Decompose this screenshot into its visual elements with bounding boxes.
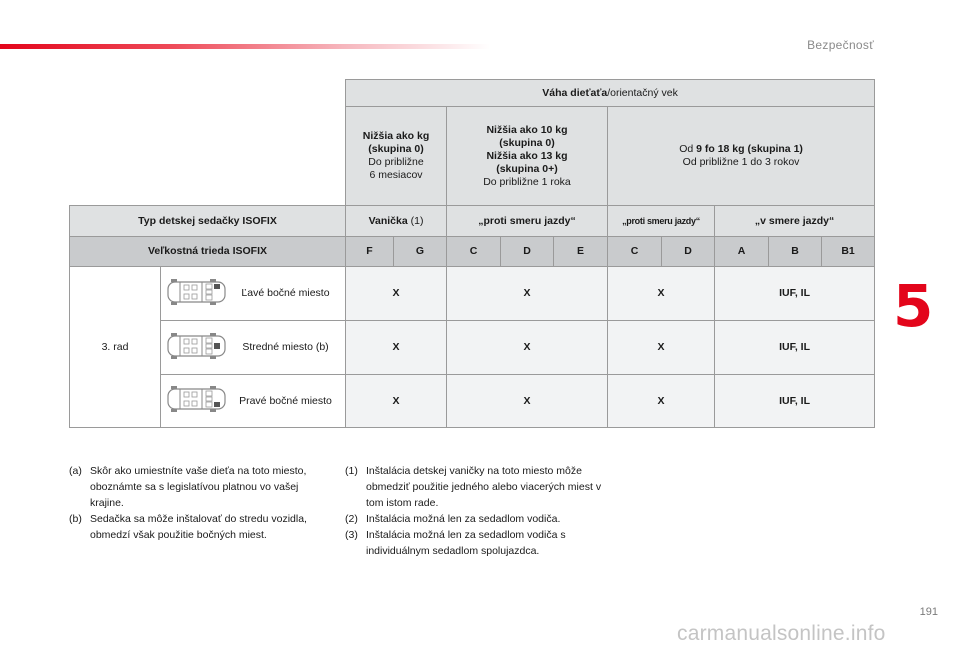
row-label: 3. rad (70, 267, 161, 428)
compat-cell: X (346, 321, 447, 375)
type-rear-facing: „proti smeru jazdy“ (447, 206, 608, 237)
size-class: B (769, 237, 822, 267)
size-class: B1 (822, 237, 875, 267)
type-forward-facing: „v smere jazdy“ (715, 206, 875, 237)
seat-position (161, 375, 346, 428)
compat-cell: X (608, 267, 715, 321)
isofix-size-label: Veľkostná trieda ISOFIX (70, 237, 346, 267)
size-class: G (394, 237, 447, 267)
seat-position (161, 321, 346, 375)
table-row (70, 375, 875, 428)
compat-cell: X (346, 267, 447, 321)
seat-position (161, 267, 346, 321)
car-seat-left-icon (166, 277, 228, 311)
size-class: D (662, 237, 715, 267)
car-seat-center-icon (166, 331, 228, 365)
footnote: (1) Inštalácia detskej vaničky na toto miesto môže obmedziť použitie jedného alebo viacerých miest v tom istom rade. (345, 465, 602, 509)
page-number: 191 (919, 606, 938, 618)
table-row (70, 321, 875, 375)
table-row (70, 267, 875, 321)
isofix-type-label: Typ detskej sedačky ISOFIX (70, 206, 346, 237)
group-1-header: Od 9 fo 18 kg (skupina 1) Od približne 1 do 3 rokov (608, 107, 875, 206)
chapter-number: 5 (893, 272, 934, 340)
isofix-table (69, 79, 875, 428)
seat-position-label: Stredné miesto (b) (242, 341, 329, 353)
size-class: E (554, 237, 608, 267)
group-0-header: Nižšia ako kg (skupina 0) Do približne 6 mesiacov (346, 107, 447, 206)
footnote: (a) Skôr ako umiestníte vaše dieťa na toto miesto, oboznámte sa s legislatívou platnou vo vašej krajine. (69, 465, 307, 509)
size-class: C (447, 237, 501, 267)
group-0plus-header: Nižšia ako 10 kg (skupina 0) Nižšia ako 13 kg (skupina 0+) Do približne 1 roka (447, 107, 608, 206)
compat-cell: X (346, 375, 447, 428)
type-carrycot: Vanička (1) (346, 206, 447, 237)
compat-cell: IUF, IL (715, 375, 875, 428)
footnote: (2) Inštalácia možná len za sedadlom vodiča. (345, 513, 561, 525)
seat-position-label: Pravé bočné miesto (239, 394, 332, 407)
footnote: (b) Sedačka sa môže inštalovať do stredu vozidla, obmedzí však použitie bočných miest. (69, 513, 307, 541)
watermark: carmanualsonline.info (677, 622, 886, 645)
size-class: A (715, 237, 769, 267)
footnotes-left (69, 463, 309, 543)
header-accent-bar (0, 44, 490, 49)
compat-cell: IUF, IL (715, 321, 875, 375)
compat-cell: X (608, 375, 715, 428)
compat-cell: X (447, 267, 608, 321)
type-rear-facing-small: „proti smeru jazdy“ (608, 206, 715, 237)
compat-cell: IUF, IL (715, 267, 875, 321)
car-seat-right-icon (166, 384, 228, 418)
footnote: (3) Inštalácia možná len za sedadlom vodiča s individuálnym sedadlom spolujazdca. (345, 529, 566, 557)
size-class: C (608, 237, 662, 267)
seat-position-label: Ľavé bočné miesto (241, 287, 330, 299)
footnotes-right (345, 463, 610, 559)
section-title: Bezpečnosť (807, 38, 874, 52)
weight-header: Váha dieťaťa/orientačný vek (346, 80, 875, 107)
compat-cell: X (608, 321, 715, 375)
size-class: F (346, 237, 394, 267)
size-class: D (501, 237, 554, 267)
compat-cell: X (447, 321, 608, 375)
compat-cell: X (447, 375, 608, 428)
